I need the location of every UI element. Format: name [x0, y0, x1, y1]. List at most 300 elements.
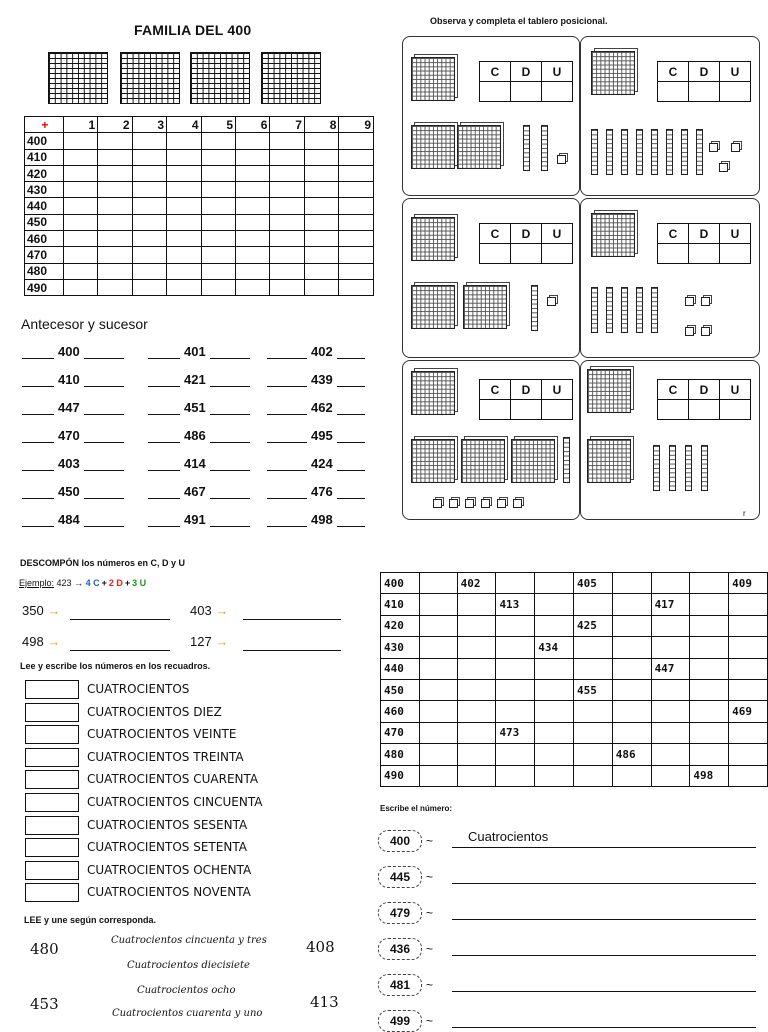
- write-line[interactable]: [452, 1026, 756, 1028]
- chart-cell[interactable]: [457, 765, 496, 786]
- chart-cell[interactable]: [690, 679, 729, 700]
- blank-line[interactable]: [210, 514, 250, 527]
- grid-cell[interactable]: [132, 279, 166, 295]
- cdu-header: C: [658, 62, 689, 82]
- blank-line[interactable]: [84, 346, 124, 359]
- chart-cell[interactable]: [574, 722, 613, 743]
- match-number-left[interactable]: 453: [30, 995, 59, 1013]
- answer-line[interactable]: [243, 649, 341, 651]
- blank-line[interactable]: [148, 402, 180, 415]
- write-line[interactable]: [452, 918, 756, 920]
- grid-cell[interactable]: [98, 231, 132, 247]
- placevalue-panel: [402, 360, 580, 520]
- chart-cell[interactable]: [574, 637, 613, 658]
- grid-cell[interactable]: [236, 214, 270, 230]
- match-phrase[interactable]: Cuatrocientos cincuenta y tres: [111, 935, 267, 946]
- chart-cell[interactable]: [651, 615, 690, 636]
- blank-line[interactable]: [22, 346, 54, 359]
- antecesor-number: 462: [311, 400, 333, 415]
- ten-rod-icon: [636, 287, 643, 333]
- grid-cell[interactable]: [98, 182, 132, 198]
- chart-cell[interactable]: [729, 615, 768, 636]
- chart-cell[interactable]: [612, 722, 651, 743]
- grid-cell[interactable]: [270, 231, 304, 247]
- grid-cell[interactable]: [304, 133, 338, 149]
- chart-cell[interactable]: [419, 615, 457, 636]
- placevalue-panel: [580, 198, 760, 358]
- grid-cell[interactable]: [236, 182, 270, 198]
- cdu-table: [657, 223, 751, 264]
- grid-cell[interactable]: [339, 149, 374, 165]
- cdu-header: U: [542, 380, 573, 400]
- grid-cell[interactable]: [98, 247, 132, 263]
- chart-cell[interactable]: [612, 573, 651, 594]
- grid-cell[interactable]: [167, 182, 201, 198]
- blank-line[interactable]: [84, 514, 124, 527]
- answer-box[interactable]: [25, 816, 79, 835]
- cdu-answer-cell[interactable]: [480, 400, 511, 420]
- grid-cell[interactable]: [339, 231, 374, 247]
- grid-cell[interactable]: [339, 214, 374, 230]
- grid-cell[interactable]: [339, 247, 374, 263]
- blank-line[interactable]: [84, 458, 124, 471]
- grid-cell[interactable]: [167, 165, 201, 181]
- blank-line[interactable]: [148, 374, 180, 387]
- blank-line[interactable]: [337, 486, 365, 499]
- grid-row-header: 420: [25, 165, 64, 181]
- grid-cell[interactable]: [132, 263, 166, 279]
- ten-rod-icon: [651, 129, 658, 175]
- grid-cell[interactable]: [236, 247, 270, 263]
- grid-cell[interactable]: [270, 198, 304, 214]
- cdu-answer-cell[interactable]: [511, 244, 542, 264]
- chart-cell[interactable]: [419, 594, 457, 615]
- grid-cell[interactable]: [236, 165, 270, 181]
- grid-cell[interactable]: [132, 182, 166, 198]
- grid-cell[interactable]: [304, 165, 338, 181]
- chart-cell[interactable]: [651, 637, 690, 658]
- blank-line[interactable]: [337, 346, 365, 359]
- blank-line[interactable]: [337, 402, 365, 415]
- ten-rod-icon: [531, 285, 538, 331]
- grid-cell[interactable]: [98, 165, 132, 181]
- answer-box[interactable]: [25, 793, 79, 812]
- chart-cell[interactable]: [496, 765, 535, 786]
- ten-rod-icon: [523, 125, 530, 171]
- grid-cell[interactable]: [63, 247, 97, 263]
- grid-col-header: 6: [236, 117, 270, 133]
- grid-cell[interactable]: [304, 279, 338, 295]
- grid-cell[interactable]: [236, 149, 270, 165]
- answer-box[interactable]: [25, 703, 79, 722]
- grid-cell[interactable]: [167, 247, 201, 263]
- blank-line[interactable]: [267, 458, 307, 471]
- blank-line[interactable]: [337, 514, 365, 527]
- chart-cell[interactable]: [729, 594, 768, 615]
- grid-cell[interactable]: [304, 263, 338, 279]
- unit-cube-icon: [481, 499, 490, 508]
- blank-line[interactable]: [337, 430, 365, 443]
- cdu-answer-cell[interactable]: [720, 244, 751, 264]
- grid-cell[interactable]: [132, 165, 166, 181]
- answer-box[interactable]: [25, 748, 79, 767]
- write-line[interactable]: [452, 882, 756, 884]
- grid-cell[interactable]: [98, 214, 132, 230]
- chart-cell[interactable]: [419, 658, 457, 679]
- ten-rod-icon: [666, 129, 673, 175]
- write-line[interactable]: [452, 954, 756, 956]
- chart-cell[interactable]: [690, 658, 729, 679]
- match-number-right[interactable]: 408: [306, 938, 335, 956]
- grid-cell[interactable]: [270, 263, 304, 279]
- chart-cell[interactable]: [419, 765, 457, 786]
- chart-cell[interactable]: [651, 744, 690, 765]
- grid-cell[interactable]: [201, 149, 235, 165]
- chart-cell[interactable]: [690, 637, 729, 658]
- chart-cell: 498: [690, 765, 729, 786]
- antecesor-number: 447: [58, 400, 80, 415]
- chart-cell[interactable]: [496, 679, 535, 700]
- blank-line[interactable]: [210, 430, 250, 443]
- grid-cell[interactable]: [132, 149, 166, 165]
- chart-cell[interactable]: [496, 637, 535, 658]
- grid-cell[interactable]: [304, 231, 338, 247]
- match-number-right[interactable]: 413: [310, 993, 339, 1011]
- grid-cell[interactable]: [201, 263, 235, 279]
- grid-cell[interactable]: [63, 133, 97, 149]
- grid-cell[interactable]: [270, 165, 304, 181]
- blank-line[interactable]: [84, 374, 124, 387]
- blank-line[interactable]: [267, 486, 307, 499]
- number-word: CUATROCIENTOS: [87, 682, 190, 696]
- grid-cell[interactable]: [63, 279, 97, 295]
- chart-cell[interactable]: [612, 765, 651, 786]
- grid-cell[interactable]: [339, 165, 374, 181]
- chart-cell[interactable]: [419, 744, 457, 765]
- blank-line[interactable]: [148, 458, 180, 471]
- answer-box[interactable]: [25, 725, 79, 744]
- blank-line[interactable]: [267, 402, 307, 415]
- hundred-block-icon: [411, 371, 455, 415]
- write-line[interactable]: [452, 990, 756, 992]
- antecesor-item: [22, 400, 124, 415]
- blank-line[interactable]: [337, 458, 365, 471]
- unit-cube-icon: [513, 499, 522, 508]
- chart-cell[interactable]: [535, 701, 574, 722]
- grid-cell[interactable]: [63, 182, 97, 198]
- cdu-answer-cell[interactable]: [689, 244, 720, 264]
- grid-cell[interactable]: [132, 133, 166, 149]
- grid-cell[interactable]: [132, 247, 166, 263]
- chart-cell[interactable]: [690, 594, 729, 615]
- ten-rod-icon: [541, 125, 548, 171]
- grid-cell[interactable]: [236, 133, 270, 149]
- chart-cell[interactable]: [612, 658, 651, 679]
- grid-cell[interactable]: [270, 214, 304, 230]
- chart-cell: 434: [535, 637, 574, 658]
- chart-cell[interactable]: [690, 744, 729, 765]
- chart-cell[interactable]: [496, 573, 535, 594]
- chart-cell[interactable]: [651, 765, 690, 786]
- number-cloud: 445: [378, 866, 422, 888]
- grid-cell[interactable]: [167, 198, 201, 214]
- chart-cell[interactable]: [574, 701, 613, 722]
- chart-cell[interactable]: [457, 658, 496, 679]
- grid-cell[interactable]: [167, 133, 201, 149]
- blank-line[interactable]: [84, 430, 124, 443]
- cdu-answer-cell[interactable]: [658, 400, 689, 420]
- grid-cell[interactable]: [304, 182, 338, 198]
- blank-line[interactable]: [210, 374, 250, 387]
- blank-line[interactable]: [84, 402, 124, 415]
- grid-cell[interactable]: [63, 165, 97, 181]
- answer-box[interactable]: [25, 770, 79, 789]
- chart-cell[interactable]: [457, 679, 496, 700]
- grid-cell[interactable]: [236, 263, 270, 279]
- grid-cell[interactable]: [98, 198, 132, 214]
- match-title: LEE y une según corresponda.: [24, 915, 157, 925]
- answer-box[interactable]: [25, 838, 79, 857]
- antecesor-item: [267, 512, 365, 527]
- answer-box[interactable]: [25, 861, 79, 880]
- cdu-answer-cell[interactable]: [511, 400, 542, 420]
- grid-cell[interactable]: [270, 133, 304, 149]
- cdu-header: U: [720, 380, 751, 400]
- grid-row-header: 440: [25, 198, 64, 214]
- chart-cell[interactable]: [457, 744, 496, 765]
- decompose-number: 498: [22, 634, 44, 649]
- chart-cell[interactable]: [535, 658, 574, 679]
- grid-cell[interactable]: [63, 149, 97, 165]
- chart-cell[interactable]: [496, 615, 535, 636]
- antecesor-item: [22, 484, 124, 499]
- blank-line[interactable]: [267, 374, 307, 387]
- antecesor-number: 400: [58, 344, 80, 359]
- cdu-answer-cell[interactable]: [720, 400, 751, 420]
- chart-cell[interactable]: [690, 573, 729, 594]
- grid-cell[interactable]: [270, 182, 304, 198]
- cdu-header: U: [720, 62, 751, 82]
- antecesor-item: [148, 372, 250, 387]
- grid-cell[interactable]: [304, 247, 338, 263]
- cdu-answer-cell[interactable]: [658, 244, 689, 264]
- cdu-answer-cell[interactable]: [689, 400, 720, 420]
- cdu-answer-cell[interactable]: [542, 244, 573, 264]
- match-phrase[interactable]: Cuatrocientos cuarenta y uno: [112, 1008, 263, 1019]
- grid-cell[interactable]: [201, 133, 235, 149]
- match-number-left[interactable]: 480: [30, 940, 59, 958]
- chart-cell[interactable]: [457, 615, 496, 636]
- answer-box[interactable]: [25, 883, 79, 902]
- blank-line[interactable]: [22, 458, 54, 471]
- connector-icon: ~: [426, 1014, 434, 1028]
- grid-cell[interactable]: [236, 231, 270, 247]
- number-cloud: 436: [378, 938, 422, 960]
- grid-cell[interactable]: [339, 182, 374, 198]
- grid-cell[interactable]: [339, 279, 374, 295]
- chart-cell[interactable]: [729, 765, 768, 786]
- chart-cell[interactable]: [574, 594, 613, 615]
- chart-cell[interactable]: [496, 658, 535, 679]
- blank-line[interactable]: [148, 346, 180, 359]
- writenumber-title: Escribe el número:: [380, 804, 453, 813]
- match-phrase[interactable]: Cuatrocientos diecisiete: [127, 960, 250, 971]
- blank-line[interactable]: [84, 486, 124, 499]
- chart-cell[interactable]: [651, 573, 690, 594]
- chart-cell[interactable]: [535, 573, 574, 594]
- chart-cell[interactable]: [419, 679, 457, 700]
- grid-cell[interactable]: [167, 231, 201, 247]
- chart-cell[interactable]: [612, 679, 651, 700]
- grid-cell[interactable]: [167, 214, 201, 230]
- blank-line[interactable]: [22, 430, 54, 443]
- chart-cell[interactable]: [651, 679, 690, 700]
- blank-line[interactable]: [210, 486, 250, 499]
- cdu-answer-cell[interactable]: [480, 82, 511, 102]
- chart-cell[interactable]: [457, 701, 496, 722]
- chart-cell[interactable]: [729, 722, 768, 743]
- chart-cell[interactable]: [612, 594, 651, 615]
- chart-cell[interactable]: [729, 744, 768, 765]
- chart-cell[interactable]: [574, 658, 613, 679]
- ten-rod-icon: [606, 129, 613, 175]
- blank-line[interactable]: [267, 346, 307, 359]
- blank-line[interactable]: [22, 514, 54, 527]
- grid-cell[interactable]: [63, 214, 97, 230]
- chart-cell[interactable]: [496, 744, 535, 765]
- grid-cell[interactable]: [304, 149, 338, 165]
- blank-line[interactable]: [22, 402, 54, 415]
- grid-cell[interactable]: [339, 198, 374, 214]
- number-word: CUATROCIENTOS VEINTE: [87, 727, 237, 742]
- blank-line[interactable]: [337, 374, 365, 387]
- chart-cell[interactable]: [690, 722, 729, 743]
- antecesor-number: 401: [184, 344, 206, 359]
- chart-cell[interactable]: [419, 637, 457, 658]
- grid-cell[interactable]: [339, 133, 374, 149]
- chart-cell[interactable]: [535, 594, 574, 615]
- grid-cell[interactable]: [132, 214, 166, 230]
- chart-cell[interactable]: [535, 765, 574, 786]
- grid-cell[interactable]: [304, 198, 338, 214]
- blank-line[interactable]: [22, 486, 54, 499]
- grid-cell[interactable]: [98, 133, 132, 149]
- answer-line[interactable]: [70, 649, 170, 651]
- number-word: CUATROCIENTOS OCHENTA: [87, 862, 252, 877]
- grid-cell[interactable]: [339, 263, 374, 279]
- grid-cell[interactable]: [132, 231, 166, 247]
- grid-cell[interactable]: [63, 263, 97, 279]
- write-line[interactable]: [452, 846, 756, 848]
- chart-cell[interactable]: [535, 744, 574, 765]
- grid-cell[interactable]: [236, 198, 270, 214]
- blank-line[interactable]: [22, 374, 54, 387]
- grid-cell[interactable]: [201, 279, 235, 295]
- grid-cell[interactable]: [304, 214, 338, 230]
- chart-cell[interactable]: [457, 594, 496, 615]
- hundred-block-icon: [190, 52, 250, 104]
- blank-line[interactable]: [210, 346, 250, 359]
- grid-cell[interactable]: [98, 149, 132, 165]
- blank-line[interactable]: [148, 486, 180, 499]
- chart-cell[interactable]: [535, 679, 574, 700]
- grid-cell[interactable]: [201, 165, 235, 181]
- grid-cell[interactable]: [270, 149, 304, 165]
- cdu-answer-cell[interactable]: [689, 82, 720, 102]
- chart-cell[interactable]: [729, 679, 768, 700]
- grid-cell[interactable]: [270, 247, 304, 263]
- grid-cell[interactable]: [201, 214, 235, 230]
- cdu-answer-cell[interactable]: [511, 82, 542, 102]
- grid-cell[interactable]: [132, 198, 166, 214]
- grid-cell[interactable]: [201, 198, 235, 214]
- chart-cell[interactable]: [729, 637, 768, 658]
- answer-box[interactable]: [25, 680, 79, 699]
- chart-cell[interactable]: [419, 573, 457, 594]
- blank-line[interactable]: [210, 402, 250, 415]
- number-cloud: 400: [378, 830, 422, 852]
- chart-cell[interactable]: [496, 701, 535, 722]
- blank-line[interactable]: [267, 514, 307, 527]
- chart-cell[interactable]: [574, 744, 613, 765]
- grid-cell[interactable]: [201, 182, 235, 198]
- grid-cell[interactable]: [270, 279, 304, 295]
- chart-cell[interactable]: [690, 615, 729, 636]
- chart-cell[interactable]: [574, 765, 613, 786]
- answer-line[interactable]: [70, 618, 170, 620]
- chart-cell[interactable]: [729, 658, 768, 679]
- cdu-answer-cell[interactable]: [542, 400, 573, 420]
- grid-cell[interactable]: [201, 231, 235, 247]
- grid-row-header: 450: [25, 214, 64, 230]
- cdu-answer-cell[interactable]: [658, 82, 689, 102]
- grid-cell[interactable]: [167, 263, 201, 279]
- grid-cell[interactable]: [98, 279, 132, 295]
- chart-cell[interactable]: [535, 615, 574, 636]
- hundred-block-icon: [411, 57, 455, 101]
- chart-cell[interactable]: [612, 637, 651, 658]
- grid-cell[interactable]: [63, 231, 97, 247]
- chart-cell[interactable]: [690, 701, 729, 722]
- grid-cell[interactable]: [98, 263, 132, 279]
- cdu-header: D: [689, 62, 720, 82]
- chart-cell[interactable]: [535, 722, 574, 743]
- cdu-answer-cell[interactable]: [480, 244, 511, 264]
- cdu-answer-cell[interactable]: [542, 82, 573, 102]
- grid-cell[interactable]: [167, 149, 201, 165]
- blank-line[interactable]: [148, 430, 180, 443]
- chart-cell[interactable]: [419, 722, 457, 743]
- answer-line[interactable]: [243, 618, 341, 620]
- chart-cell[interactable]: [457, 722, 496, 743]
- grid-cell[interactable]: [63, 198, 97, 214]
- chart-cell[interactable]: [651, 701, 690, 722]
- chart-cell[interactable]: [612, 615, 651, 636]
- grid-cell[interactable]: [201, 247, 235, 263]
- grid-cell[interactable]: [236, 279, 270, 295]
- blank-line[interactable]: [148, 514, 180, 527]
- match-phrase[interactable]: Cuatrocientos ocho: [137, 985, 236, 996]
- grid-cell[interactable]: [167, 279, 201, 295]
- blank-line[interactable]: [210, 458, 250, 471]
- blank-line[interactable]: [267, 430, 307, 443]
- chart-cell[interactable]: [612, 701, 651, 722]
- chart-cell[interactable]: [651, 722, 690, 743]
- chart-cell[interactable]: [419, 701, 457, 722]
- chart-cell[interactable]: [457, 637, 496, 658]
- grid-row-header: 400: [25, 133, 64, 149]
- cdu-answer-cell[interactable]: [720, 82, 751, 102]
